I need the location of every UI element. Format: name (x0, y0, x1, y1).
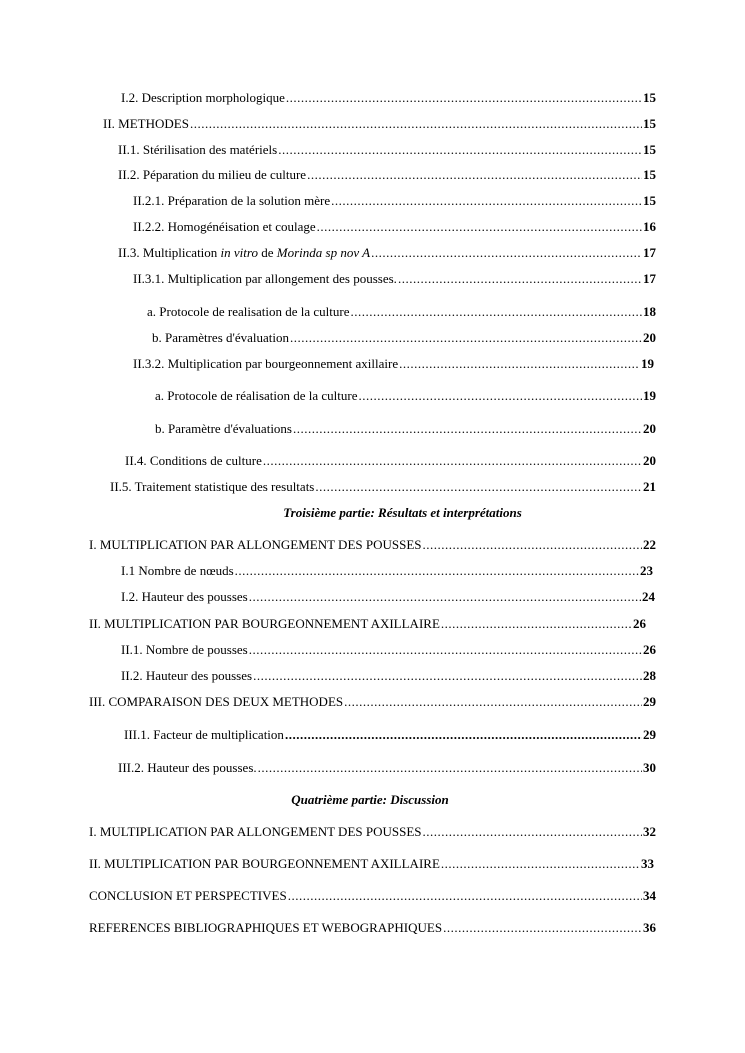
toc-entry[interactable] (89, 537, 656, 553)
toc-dot-leader (331, 193, 642, 209)
toc-dot-leader (278, 142, 642, 158)
toc-entry-label: III.1. Facteur de multiplication (124, 727, 284, 742)
toc-entry[interactable] (133, 356, 654, 372)
toc-dot-leader (288, 888, 642, 904)
toc-dot-leader (441, 856, 640, 872)
toc-dot-leader (235, 563, 639, 579)
toc-entry-page: 18 (643, 304, 656, 319)
toc-entry-label: I. MULTIPLICATION PAR ALLONGEMENT DES POUSSES (89, 824, 422, 839)
toc-entry[interactable] (121, 668, 656, 684)
toc-dot-leader (441, 616, 632, 632)
toc-entry-label: II. MULTIPLICATION PAR BOURGEONNEMENT AXILLAIRE (89, 616, 440, 631)
toc-entry-page: 16 (643, 219, 656, 234)
toc-entry[interactable] (89, 694, 656, 710)
toc-entry-label: III. COMPARAISON DES DEUX METHODES (89, 694, 344, 709)
toc-entry-label: II.4. Conditions de culture (125, 453, 262, 468)
toc-entry-label: II.2. Hauteur des pousses (121, 668, 253, 683)
toc-entry[interactable] (118, 167, 656, 183)
toc-entry-label: a. Protocole de realisation de la culture (147, 304, 350, 319)
toc-entry[interactable] (121, 90, 656, 106)
toc-entry-page: 20 (643, 330, 656, 345)
toc-entry-label: II. METHODES (103, 116, 189, 131)
toc-dot-leader (359, 388, 642, 404)
toc-entry-page: 17 (643, 271, 656, 286)
toc-dot-leader (399, 356, 640, 372)
toc-dot-leader (307, 167, 642, 183)
toc-entry[interactable] (133, 193, 656, 209)
toc-entry-page: 33 (641, 856, 654, 871)
toc-entry[interactable] (155, 388, 656, 404)
toc-entry[interactable] (147, 304, 656, 320)
toc-dot-leader (249, 642, 642, 658)
part3-heading: Troisième partie: Résultats et interprétations (283, 505, 522, 520)
toc-entry-label: II.2.2. Homogénéisation et coulage (133, 219, 316, 234)
toc-entry-page: 15 (643, 167, 656, 182)
toc-entry-label: b. Paramètres d'évaluation (152, 330, 289, 345)
toc-entry-label: II.3. Multiplication in vitro de Morinda sp nov A (118, 245, 371, 260)
toc-dot-leader (258, 760, 642, 776)
toc-entry-page: 29 (643, 694, 656, 709)
toc-entry-label: II.1. Stérilisation des matériels (118, 142, 278, 157)
toc-entry[interactable] (133, 271, 656, 287)
toc-entry-page: 22 (643, 537, 656, 552)
toc-entry[interactable] (89, 856, 654, 872)
toc-dot-leader (293, 421, 642, 437)
toc-entry-label: a. Protocole de réalisation de la culture (155, 388, 358, 403)
toc-dot-leader (351, 304, 642, 320)
toc-entry[interactable] (121, 589, 655, 605)
toc-entry[interactable] (103, 116, 656, 132)
toc-entry-page: 26 (633, 616, 646, 631)
toc-entry-label: II.2. Péparation du milieu de culture (118, 167, 307, 182)
toc-entry-page: 15 (643, 193, 656, 208)
toc-entry-label: II. MULTIPLICATION PAR BOURGEONNEMENT AXILLAIRE (89, 856, 440, 871)
toc-entry-label: I.2. Hauteur des pousses (121, 589, 248, 604)
toc-entry[interactable] (89, 888, 656, 904)
toc-entry-page: 15 (643, 142, 656, 157)
toc-entry-label: I. MULTIPLICATION PAR ALLONGEMENT DES POUSSES (89, 537, 422, 552)
toc-entry[interactable] (110, 479, 656, 495)
toc-dot-leader (423, 537, 642, 553)
toc-dot-leader (423, 824, 642, 840)
toc-entry-page: 15 (643, 116, 656, 131)
toc-entry-label: II.3.2. Multiplication par bourgeonnement axillaire (133, 356, 399, 371)
toc-entry[interactable] (155, 421, 656, 437)
toc-entry-label: I.2. Description morphologique (121, 90, 285, 105)
toc-entry[interactable] (89, 616, 646, 632)
toc-entry[interactable] (118, 245, 656, 261)
toc-entry[interactable] (152, 330, 656, 346)
toc-entry[interactable] (121, 563, 653, 579)
toc-entry[interactable] (118, 142, 656, 158)
toc-entry-label: I.1 Nombre de nœuds (121, 563, 234, 578)
toc-dot-leader (344, 694, 642, 710)
toc-dot-leader (290, 330, 642, 346)
toc-entry[interactable] (133, 219, 656, 235)
toc-entry-label: II.2.1. Préparation de la solution mère (133, 193, 331, 208)
toc-entry-page: 20 (643, 453, 656, 468)
toc-dot-leader (286, 90, 642, 106)
toc-dot-leader (317, 219, 642, 235)
toc-entry[interactable] (89, 824, 656, 840)
toc-entry-page: 30 (643, 760, 656, 775)
toc-entry[interactable] (125, 453, 656, 469)
toc-entry[interactable] (124, 727, 656, 743)
toc-entry-page: 36 (643, 920, 656, 935)
toc-dot-leader (253, 668, 642, 684)
toc-entry[interactable] (118, 760, 656, 776)
toc-entry[interactable] (89, 920, 656, 936)
toc-entry-page: 34 (643, 888, 656, 903)
toc-dot-leader (371, 245, 642, 261)
toc-entry-label: II.5. Traitement statistique des resultats (110, 479, 315, 494)
toc-dot-leader (190, 116, 642, 132)
toc-entry-label: III.2. Hauteur des pousses. (118, 760, 257, 775)
toc-entry-page: 29 (643, 727, 656, 742)
toc-dot-leader (398, 271, 642, 287)
toc-entry-page: 23 (640, 563, 653, 578)
toc-dot-leader (315, 479, 642, 495)
toc-dot-leader (263, 453, 642, 469)
toc-entry-label: b. Paramètre d'évaluations (155, 421, 292, 436)
toc-entry-label: II.1. Nombre de pousses (121, 642, 248, 657)
toc-dot-leader (285, 727, 642, 743)
toc-entry-page: 32 (643, 824, 656, 839)
toc-entry-page: 19 (643, 388, 656, 403)
toc-entry-label: CONCLUSION ET PERSPECTIVES (89, 888, 287, 903)
toc-entry-page: 20 (643, 421, 656, 436)
toc-entry-page: 26 (643, 642, 656, 657)
toc-entry-page: 19 (641, 356, 654, 371)
toc-entry-label: II.3.1. Multiplication par allongement des pousses. (133, 271, 397, 286)
toc-entry[interactable] (121, 642, 656, 658)
toc-entry-page: 21 (643, 479, 656, 494)
toc-dot-leader (249, 589, 641, 605)
toc-dot-leader (443, 920, 642, 936)
part4-heading: Quatrième partie: Discussion (291, 792, 449, 807)
toc-entry-page: 17 (643, 245, 656, 260)
toc-entry-page: 28 (643, 668, 656, 683)
toc-entry-label: REFERENCES BIBLIOGRAPHIQUES ET WEBOGRAPHIQUES (89, 920, 443, 935)
toc-entry-page: 15 (643, 90, 656, 105)
toc-entry-page: 24 (642, 589, 655, 604)
